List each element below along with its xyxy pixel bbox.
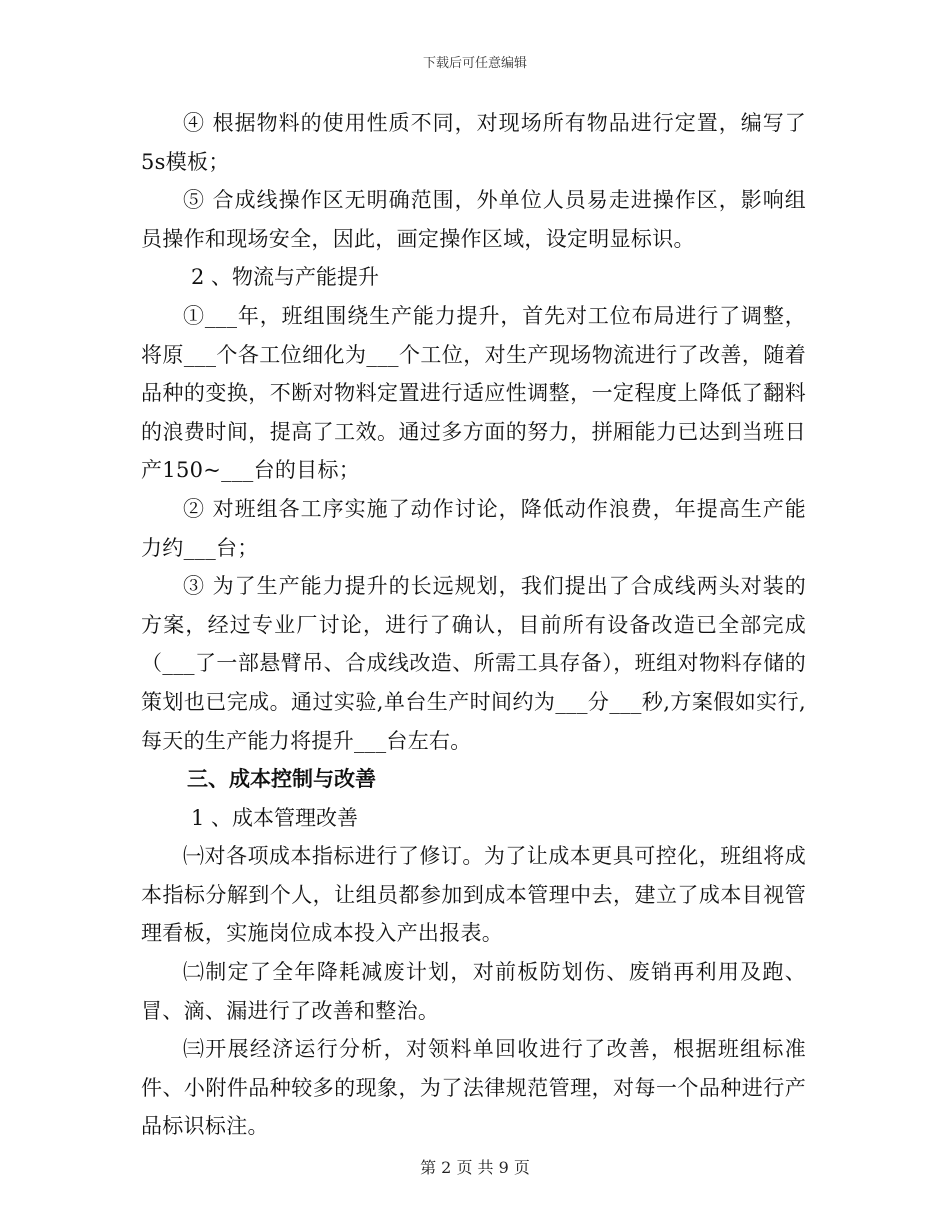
paragraph-cost-2: ㈡制定了全年降耗减废计划，对前板防划伤、废销再利用及跑、冒、滴、漏进行了改善和整治。: [141, 960, 806, 1023]
document-body: [141, 104, 806, 1146]
paragraph-item-5: ⑤ 合成线操作区无明确范围，外单位人员易走进操作区，影响组员操作和现场安全，因此，画定操作区域，设定明显标识。: [141, 188, 806, 251]
paragraph-logistics-1: ①___年，班组围绕生产能力提升，首先对工位布局进行了调整，将原___个各工位细化为___个工位，对生产现场物流进行了改善，随着品种的变换，不断对物料定置进行适应性调整，一定程度上降低了翻料的浪费时间，提高了工效。通过多方面的努力，拼厢能力已达到当班日产150~___台的目标；: [141, 303, 806, 483]
section-heading-cost-control: 三、成本控制与改善: [187, 766, 376, 792]
page-number-footer: 第 2 页 共 9 页: [420, 1158, 530, 1177]
paragraph-item-4: ④ 根据物料的使用性质不同，对现场所有物品进行定置，编写了5s模板；: [141, 111, 806, 174]
paragraph-logistics-2: ② 对班组各工序实施了动作讨论，降低动作浪费，年提高生产能力约___台；: [141, 496, 806, 560]
paragraph-cost-3: ㈢开展经济运行分析，对领料单回收进行了改善，根据班组标准件、小附件品种较多的现象，为了法律规范管理，对每一个品种进行产品标识标注。: [141, 1037, 806, 1139]
subsection-heading-cost-management: 1 、成本管理改善: [191, 805, 359, 830]
paragraph-cost-1: ㈠对各项成本指标进行了修订。为了让成本更具可控化，班组将成本指标分解到个人，让组员都参加到成本管理中去，建立了成本目视管理看板，实施岗位成本投入产出报表。: [141, 844, 806, 946]
page-header: 下载后可任意编辑: [422, 56, 527, 71]
subsection-heading-logistics: 2 、物流与产能提升: [191, 265, 380, 290]
paragraph-logistics-3: ③ 为了生产能力提升的长远规划，我们提出了合成线两头对装的方案，经过专业厂讨论，进行了确认，目前所有设备改造已全部完成（___了一部悬臂吊、合成线改造、所需工具存备），班组对物料存储的策划也已完成。通过实验,单台生产时间约为___分___秒,方案假如实行,每天的生产能力将提升___台左右。: [141, 574, 806, 753]
